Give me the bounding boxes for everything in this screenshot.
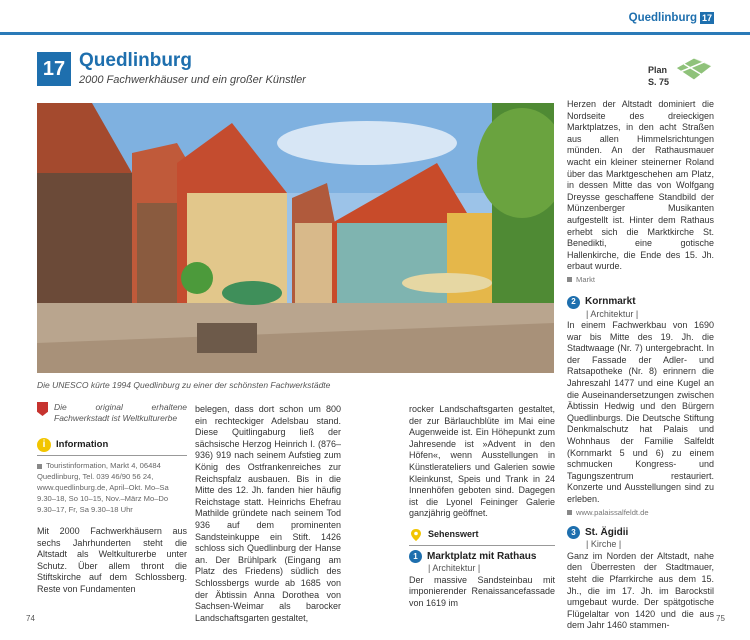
sight-3-text: Ganz im Norden der Altstadt, nahe den Überresten der Stadtmauer, steht die Pfarrkirche aus dem 15. Jh., die im 17. Jh. im Barockstil umgebaut wurde. Der spätgotische Flügelaltar von 1420 und die aus dem Jahr 1460 stammen- [567,550,714,631]
sight-1-category: | Architektur | [428,562,481,573]
chapter-title: Quedlinburg [79,50,192,71]
bullet-square-icon [567,510,572,515]
page-number-left: 74 [26,614,35,623]
sight-1-title: Marktplatz mit Rathaus [427,550,537,562]
sight-3-title: St. Ägidii [585,526,629,538]
map-icon [674,54,714,84]
town-photo [37,103,554,373]
info-divider [37,455,187,456]
info-icon: i [37,438,51,452]
col3-body: rocker Landschaftsgarten gestaltet, der zur Bärlauchblüte im Mai eine Augenweide ist. Ein Höhepunkt zum Jahresende ist »Advent in den Höfen«, wenn Ausstellungen in Künstlerateliers und Galerien sowie Kleinkunst, Speis und Trank in 24 Innenhöfen geboten sind. Dagegen ist die Lyonel Feininger Galerie ganzjährig geöffnet. [409,404,555,519]
photo-caption: Die UNESCO kürte 1994 Quedlinburg zu einer der schönsten Fachwerkstädte [37,380,331,390]
col4-intro: Herzen der Altstadt dominiert die Nordseite des dreieckigen Marktplatzes, in den acht Straßen aus allen Himmelsrichtungen münden. An der Rathausmauer wacht ein kleiner steinerner Roland über das Marktgeschehen am Platz, in dessen Mitte das von Wolfgang Dreysse geschaffene Standbild der Münzenberger Musikanten aufgestellt ist. Hinter dem Rathaus erhebt sich die Marktkirche St. Benedikti, eine gotische Hallenkirche, die Ende des 15. Jh. erbaut wurde. [567,99,714,272]
col1-body: Mit 2000 Fachwerkhäusern aus sechs Jahrhunderten steht die Altstadt als Weltkulturerbe unter Schutz. Über allem thront die Stiftskirche auf dem Schlossberg. Reste von Fundamenten [37,526,187,594]
column-4 [567,99,714,632]
chapter-subtitle: 2000 Fachwerkhäuser und ein großer Künstler [79,74,306,86]
intro-ref [567,274,714,286]
sight-1-number: 1 [409,550,422,563]
location-pin-icon [409,528,423,542]
sight-1-heading [409,550,555,563]
plan-reference[interactable] [648,64,669,88]
column-3 [409,404,555,609]
sight-3-category: | Kirche | [586,539,622,550]
sight-2-url-line [567,507,714,519]
sight-2-text: In einem Fachwerkbau von 1690 war bis Mitte des 19. Jh. die Stadtwaage (Nr. 7) untergebracht. In der Fassade der Adler- und Ratsapotheke (Nr. 8) erinnern die Jahreszahl 1477 und eine Kugel an die Auseinandersetzungen zwischen Äbtissin Hedwig und den Bürgern Quedlinburgs. Die Deutsche Stiftung Denkmalschutz hat Palais und Wohnhaus der Familie Salfeldt (Kornmarkt 5 und 6) zu einem schmucken Kongress- und Tagungszentrum restauriert. Konzerte und Ausstellungen sind zu erleben. [567,320,714,504]
bullet-square-icon [37,464,42,469]
info-text-block [37,460,187,515]
intro-ref-text: Markt [576,274,595,284]
sehenswert-heading [409,528,555,542]
sight-3-heading [567,526,714,539]
sight-2-url[interactable]: www.palaissalfeldt.de [576,507,649,517]
plan-page: S. 75 [648,77,670,87]
sight-3-number: 3 [567,526,580,539]
column-1 [37,402,187,596]
sight-2-category: | Architektur | [586,308,639,319]
info-heading [37,438,187,452]
sight-2-number: 2 [567,296,580,309]
chapter-number: 17 [37,52,71,86]
sight-2-heading [567,296,714,309]
bullet-square-icon [567,277,572,282]
page-number-right: 75 [716,614,725,623]
col2-body: belegen, dass dort schon um 800 ein rechteckiger Adelsbau stand. Diese Quitlingaburg ließ der sächsische Herzog Heinrich I. (876–936) 919 nach seinem Aufstieg zum König des Ostfrankenreiches zur Reichspfalz ausbauen. Bis in die Mitte des 12. Jh. fanden hier häufig Reichstage statt. Heinrichs Ehefrau Mathilde gründete nach seinem Tod 936 auf dem prominenten Sandsteinkuppe ein Stift. 1426 schloss sich Quedlinburg der Hanse an. Der Brühlpark (Eingang am Platz des Friedens) südlich des Schlossbergs wurde ab 1685 von der Äbtissin Anna Dorothea von Sachsen-Weimar als barocker Landschaftsgarten gestaltet, [195,404,341,623]
info-heading-label: Information [56,439,109,451]
bookmark-icon [37,402,48,416]
tip-box [37,402,187,424]
sight-2-title: Kornmarkt [585,296,636,308]
info-text: Touristinformation, Markt 4, 06484 Quedlinburg, Tel. 039 46/90 56 24, www.quedlinburg.de, April–Okt. Mo–Sa 9.30–18, So 10–15, Nov.–März Mo–Do 9.30–17, Fr, Sa 9.30–18 Uhr [37,461,169,514]
sehenswert-label: Sehenswert [428,529,479,540]
column-2 [195,404,341,624]
running-header [629,12,714,24]
tip-text: Die original erhaltene Fachwerkstadt ist Weltkulturerbe [54,402,187,423]
running-number: 17 [701,13,712,23]
running-title: Quedlinburg [628,12,697,24]
header-rule [0,32,750,35]
plan-label: Plan [648,65,668,75]
sehenswert-divider [409,545,555,546]
sight-1-text: Der massive Sandsteinbau mit imponierender Renaissancefassade von 1619 im [409,574,555,608]
